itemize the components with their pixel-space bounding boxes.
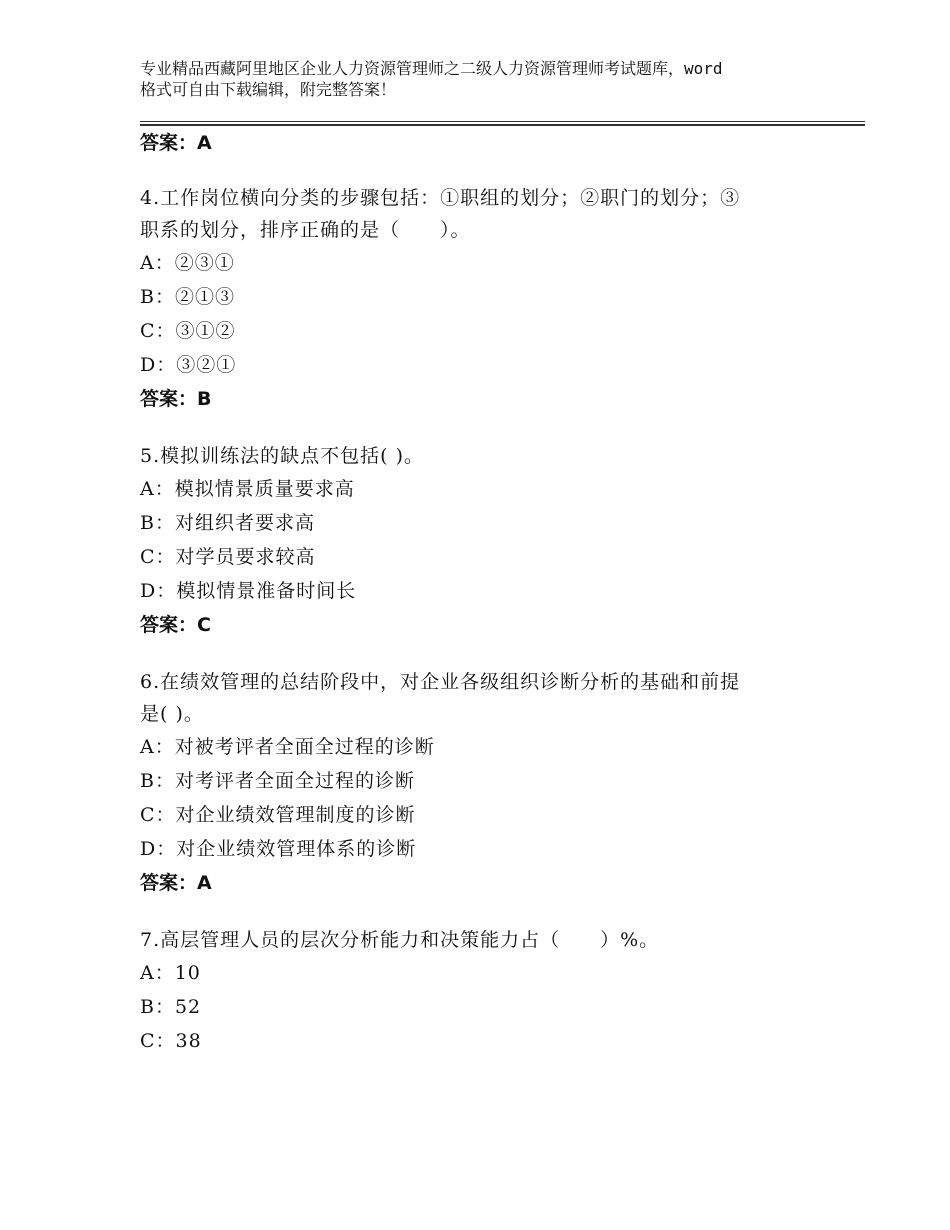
option-c: C：对企业绩效管理制度的诊断 (140, 804, 416, 826)
question-7 (140, 924, 830, 1058)
answer-label: 答案：B (140, 388, 212, 410)
option-d: D：模拟情景准备时间长 (140, 580, 357, 602)
option-a: A：②③① (140, 252, 235, 274)
option-b: B：②①③ (140, 286, 235, 308)
question-text-line: 职系的划分，排序正确的是（ ）。 (140, 219, 471, 241)
option-a: A：10 (140, 962, 201, 984)
question-5 (140, 440, 830, 642)
question-text-line: 6.在绩效管理的总结阶段中，对企业各级组织诊断分析的基础和前提 (140, 671, 741, 693)
answer-label: 答案：C (140, 614, 211, 636)
option-a: A：对被考评者全面全过程的诊断 (140, 736, 435, 758)
document-header (140, 58, 840, 100)
option-c: C：38 (140, 1030, 202, 1052)
question-text-line: 是( )。 (140, 703, 204, 725)
answer-label: 答案：A (140, 872, 212, 894)
question-list (140, 126, 830, 1058)
answer-label: 答案：A (140, 132, 212, 154)
question-text-line: 7.高层管理人员的层次分析能力和决策能力占（ ）%。 (140, 929, 660, 951)
question-text-line: 4.工作岗位横向分类的步骤包括：①职组的划分；②职门的划分；③ (140, 187, 741, 209)
option-c: C：对学员要求较高 (140, 546, 316, 568)
question-6 (140, 666, 830, 900)
question-4 (140, 182, 830, 416)
option-d: D：③②① (140, 354, 237, 376)
option-b: B：对组织者要求高 (140, 512, 315, 534)
option-b: B：52 (140, 996, 202, 1018)
question-text-line: 5.模拟训练法的缺点不包括( )。 (140, 445, 424, 467)
header-line-1: 专业精品西藏阿里地区企业人力资源管理师之二级人力资源管理师考试题库，word (140, 59, 723, 78)
header-divider-thin (140, 121, 865, 122)
option-c: C：③①② (140, 320, 236, 342)
option-a: A：模拟情景质量要求高 (140, 478, 355, 500)
option-d: D：对企业绩效管理体系的诊断 (140, 838, 417, 860)
option-b: B：对考评者全面全过程的诊断 (140, 770, 415, 792)
header-line-2: 格式可自由下载编辑，附完整答案！ (140, 80, 397, 99)
